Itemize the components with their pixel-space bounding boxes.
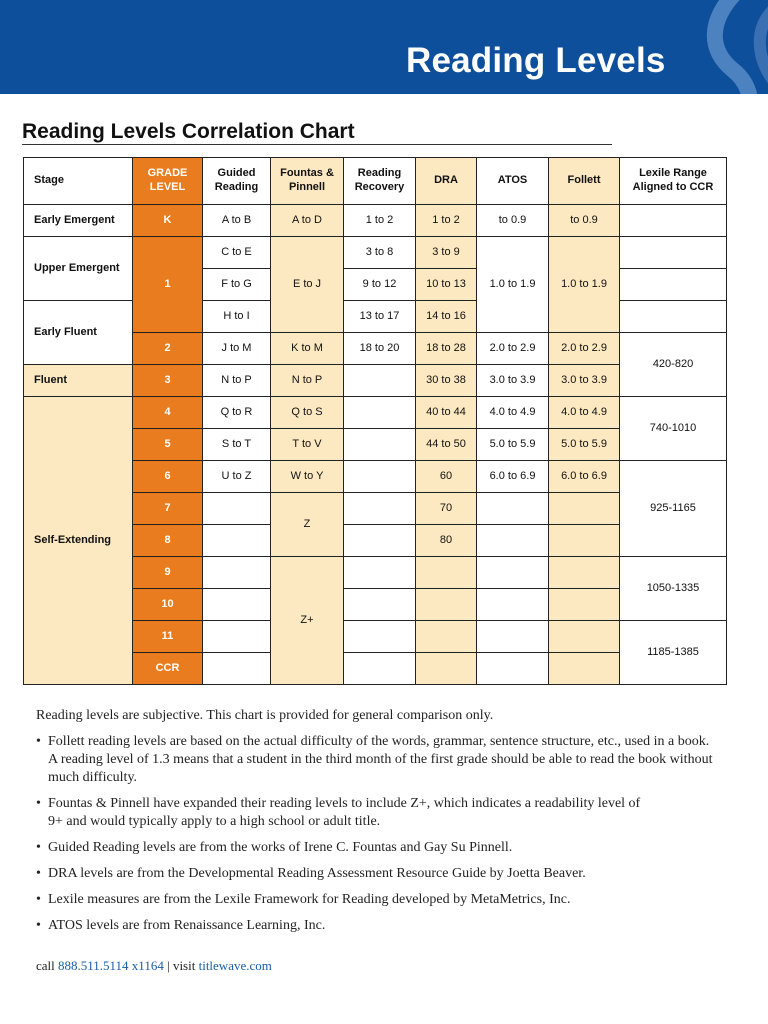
guided-cell-empty — [202, 492, 270, 524]
lexile-cell-empty — [619, 236, 726, 268]
lexile-cell-empty — [619, 300, 726, 332]
website-link[interactable]: titlewave.com — [198, 958, 272, 973]
bullet-icon: • — [36, 892, 41, 907]
guided-cell: A to B — [202, 204, 270, 236]
follett-cell: 5.0 to 5.9 — [548, 428, 619, 460]
guided-cell-empty — [202, 556, 270, 588]
atos-cell-empty — [476, 588, 548, 620]
dra-cell: 40 to 44 — [415, 396, 476, 428]
recovery-cell-empty — [343, 620, 415, 652]
fountas-cell: K to M — [270, 332, 343, 364]
dra-cell-empty — [415, 652, 476, 684]
guided-cell: C to E — [202, 236, 270, 268]
header-lexile: Lexile Range Aligned to CCR — [619, 157, 726, 204]
guided-cell-empty — [202, 620, 270, 652]
recovery-cell-empty — [343, 556, 415, 588]
dra-cell: 70 — [415, 492, 476, 524]
dra-cell: 80 — [415, 524, 476, 556]
stage-early-fluent: Early Fluent — [23, 300, 132, 364]
fountas-cell: A to D — [270, 204, 343, 236]
bullet-icon: • — [36, 866, 41, 881]
header-atos: ATOS — [476, 157, 548, 204]
follett-cell: to 0.9 — [548, 204, 619, 236]
dra-cell: 10 to 13 — [415, 268, 476, 300]
follett-cell: 3.0 to 3.9 — [548, 364, 619, 396]
note-item — [36, 917, 736, 935]
guided-cell: F to G — [202, 268, 270, 300]
guided-cell: Q to R — [202, 396, 270, 428]
dra-cell-empty — [415, 588, 476, 620]
atos-cell: 2.0 to 2.9 — [476, 332, 548, 364]
fountas-cell: Z+ — [270, 556, 343, 684]
guided-cell: N to P — [202, 364, 270, 396]
guided-cell-empty — [202, 524, 270, 556]
logo-icon — [678, 0, 768, 94]
grade-cell: 2 — [132, 332, 202, 364]
stage-fluent: Fluent — [23, 364, 132, 396]
note-item — [36, 839, 736, 857]
correlation-table — [23, 157, 727, 685]
dra-cell: 18 to 28 — [415, 332, 476, 364]
dra-cell: 3 to 9 — [415, 236, 476, 268]
atos-cell: 3.0 to 3.9 — [476, 364, 548, 396]
follett-cell: 6.0 to 6.9 — [548, 460, 619, 492]
notes-section — [36, 707, 736, 943]
page-title: Reading Levels — [406, 41, 666, 80]
bullet-icon: • — [36, 918, 41, 933]
header-dra: DRA — [415, 157, 476, 204]
grade-cell: 6 — [132, 460, 202, 492]
atos-cell: 1.0 to 1.9 — [476, 236, 548, 332]
header-stage: Stage — [23, 157, 132, 204]
dra-cell: 44 to 50 — [415, 428, 476, 460]
recovery-cell-empty — [343, 492, 415, 524]
note-item — [36, 891, 736, 909]
footer-separator: | — [167, 958, 170, 973]
grade-cell: CCR — [132, 652, 202, 684]
footer-contact — [36, 958, 272, 974]
fountas-cell: E to J — [270, 236, 343, 332]
bullet-icon: • — [36, 796, 41, 811]
recovery-cell-empty — [343, 588, 415, 620]
bullet-icon: • — [36, 840, 41, 855]
follett-cell: 1.0 to 1.9 — [548, 236, 619, 332]
grade-cell: 11 — [132, 620, 202, 652]
header-guided-reading: Guided Reading — [202, 157, 270, 204]
fountas-cell: Z — [270, 492, 343, 556]
dra-cell: 14 to 16 — [415, 300, 476, 332]
lexile-cell: 740-1010 — [619, 396, 726, 460]
atos-cell-empty — [476, 620, 548, 652]
header-banner — [0, 0, 768, 94]
note-text: Fountas & Pinnell have expanded their reading levels to include Z+, which indicates a readability level of 9+ and would typically apply to a high school or adult title. — [48, 796, 641, 829]
guided-cell-empty — [202, 588, 270, 620]
recovery-cell-empty — [343, 396, 415, 428]
lexile-cell-empty — [619, 268, 726, 300]
recovery-cell: 1 to 2 — [343, 204, 415, 236]
chart-title: Reading Levels Correlation Chart — [22, 120, 355, 143]
recovery-cell-empty — [343, 364, 415, 396]
dra-cell: 1 to 2 — [415, 204, 476, 236]
visit-label: visit — [172, 958, 196, 973]
guided-cell-empty — [202, 652, 270, 684]
lexile-cell-empty — [619, 204, 726, 236]
note-text: Guided Reading levels are from the works of Irene C. Fountas and Gay Su Pinnell. — [48, 840, 513, 855]
atos-cell-empty — [476, 492, 548, 524]
follett-cell-empty — [548, 620, 619, 652]
follett-cell-empty — [548, 652, 619, 684]
atos-cell-empty — [476, 652, 548, 684]
dra-cell-empty — [415, 620, 476, 652]
follett-cell-empty — [548, 588, 619, 620]
atos-cell: 4.0 to 4.9 — [476, 396, 548, 428]
recovery-cell-empty — [343, 428, 415, 460]
fountas-cell: N to P — [270, 364, 343, 396]
recovery-cell: 18 to 20 — [343, 332, 415, 364]
stage-self-extending: Self-Extending — [23, 396, 132, 684]
note-item — [36, 795, 736, 831]
header-follett: Follett — [548, 157, 619, 204]
atos-cell-empty — [476, 556, 548, 588]
call-label: call — [36, 958, 55, 973]
atos-cell: to 0.9 — [476, 204, 548, 236]
note-text: Lexile measures are from the Lexile Framework for Reading developed by MetaMetrics, Inc. — [48, 892, 571, 907]
grade-cell: K — [132, 204, 202, 236]
atos-cell: 5.0 to 5.9 — [476, 428, 548, 460]
note-text: ATOS levels are from Renaissance Learning, Inc. — [48, 918, 326, 933]
grade-cell: 5 — [132, 428, 202, 460]
notes-intro: Reading levels are subjective. This chart is provided for general comparison only. — [36, 708, 494, 723]
recovery-cell-empty — [343, 460, 415, 492]
recovery-cell: 3 to 8 — [343, 236, 415, 268]
follett-cell-empty — [548, 556, 619, 588]
header-grade-level: GRADE LEVEL — [132, 157, 202, 204]
fountas-cell: T to V — [270, 428, 343, 460]
grade-cell: 1 — [132, 236, 202, 332]
title-divider — [22, 144, 612, 145]
grade-cell: 8 — [132, 524, 202, 556]
grade-cell: 4 — [132, 396, 202, 428]
guided-cell: U to Z — [202, 460, 270, 492]
stage-early-emergent: Early Emergent — [23, 204, 132, 236]
guided-cell: S to T — [202, 428, 270, 460]
follett-cell-empty — [548, 524, 619, 556]
grade-cell: 10 — [132, 588, 202, 620]
follett-cell: 4.0 to 4.9 — [548, 396, 619, 428]
dra-cell-empty — [415, 556, 476, 588]
recovery-cell: 9 to 12 — [343, 268, 415, 300]
lexile-cell: 1185-1385 — [619, 620, 726, 684]
header-fountas-pinnell: Fountas & Pinnell — [270, 157, 343, 204]
fountas-cell: W to Y — [270, 460, 343, 492]
note-item — [36, 865, 736, 883]
grade-cell: 9 — [132, 556, 202, 588]
lexile-cell: 420-820 — [619, 332, 726, 396]
header-reading-recovery: Reading Recovery — [343, 157, 415, 204]
grade-cell: 3 — [132, 364, 202, 396]
bullet-icon: • — [36, 734, 41, 749]
stage-upper-emergent: Upper Emergent — [23, 236, 132, 300]
note-text: DRA levels are from the Developmental Reading Assessment Resource Guide by Joetta Beaver. — [48, 866, 586, 881]
lexile-cell: 1050-1335 — [619, 556, 726, 620]
note-text: Follett reading levels are based on the actual difficulty of the words, grammar, sentence structure, etc., used in a book. A reading level of 1.3 means that a student in the third month of the first grade should be able to read the book without much difficulty. — [48, 734, 713, 785]
lexile-cell: 925-1165 — [619, 460, 726, 556]
guided-cell: H to I — [202, 300, 270, 332]
atos-cell-empty — [476, 524, 548, 556]
atos-cell: 6.0 to 6.9 — [476, 460, 548, 492]
dra-cell: 60 — [415, 460, 476, 492]
recovery-cell: 13 to 17 — [343, 300, 415, 332]
recovery-cell-empty — [343, 652, 415, 684]
follett-cell: 2.0 to 2.9 — [548, 332, 619, 364]
grade-cell: 7 — [132, 492, 202, 524]
fountas-cell: Q to S — [270, 396, 343, 428]
follett-cell-empty — [548, 492, 619, 524]
phone-link[interactable]: 888.511.5114 x1164 — [58, 958, 164, 973]
recovery-cell-empty — [343, 524, 415, 556]
note-item — [36, 733, 736, 787]
guided-cell: J to M — [202, 332, 270, 364]
dra-cell: 30 to 38 — [415, 364, 476, 396]
